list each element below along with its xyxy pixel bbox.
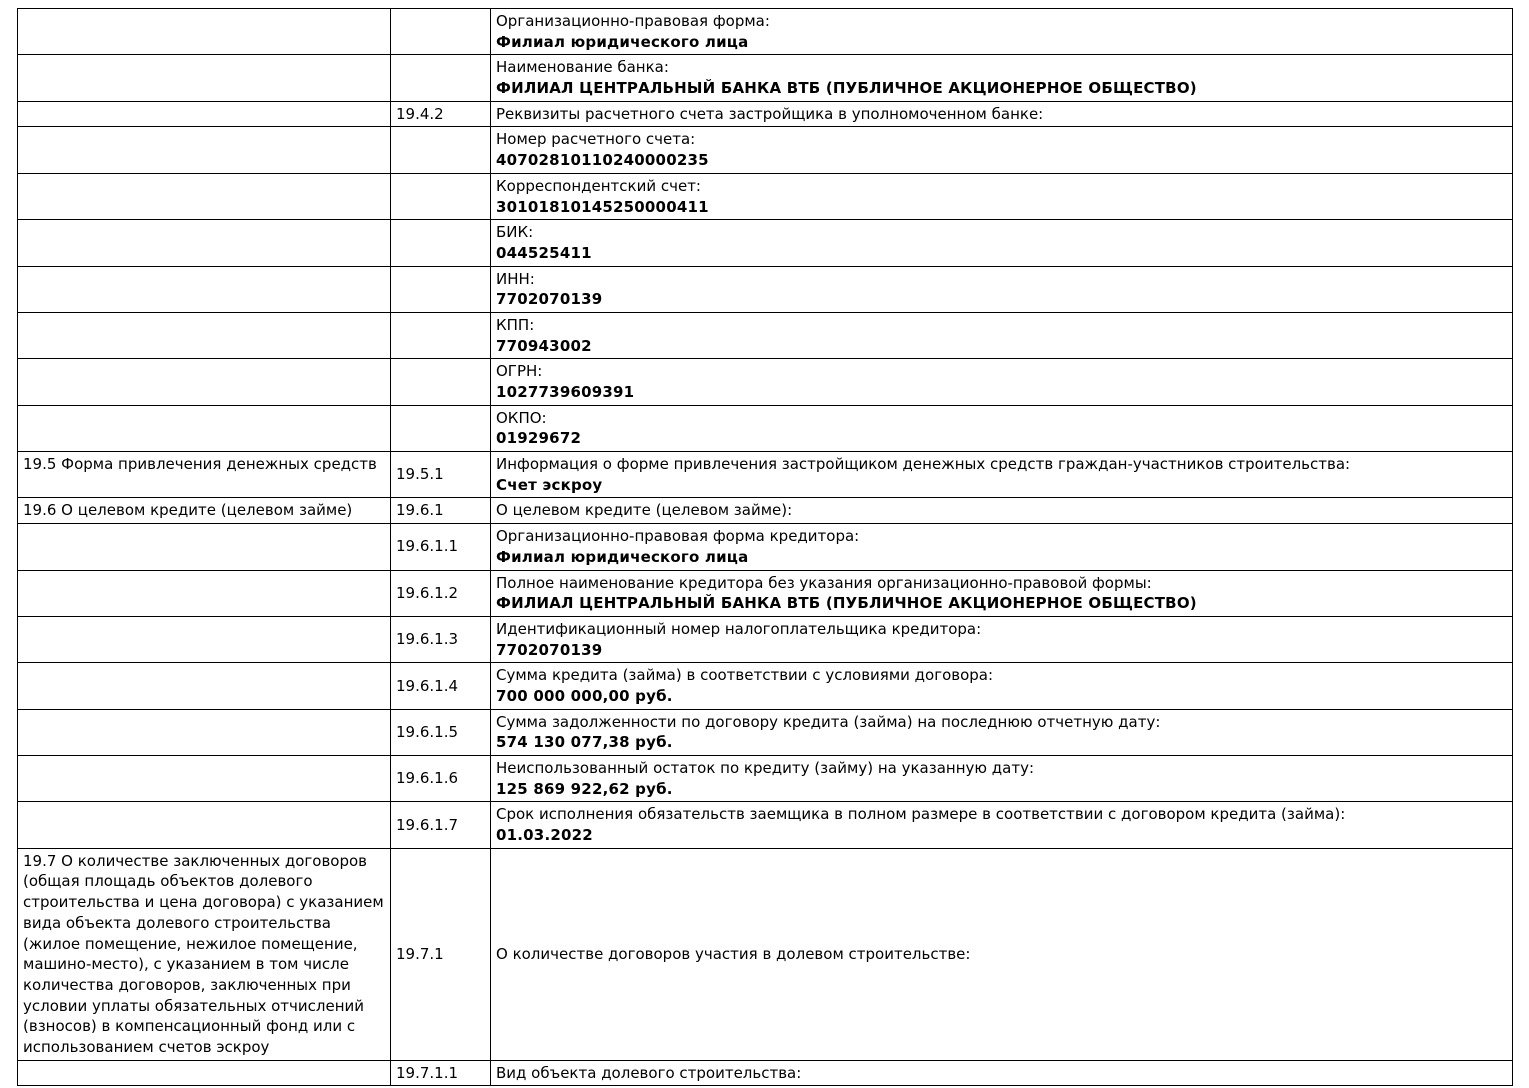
code-cell xyxy=(391,127,491,173)
field-value: 7702070139 xyxy=(496,290,603,309)
table-row xyxy=(18,312,1513,358)
field-label: ОГРН: xyxy=(496,362,543,381)
field-value: ФИЛИАЛ ЦЕНТРАЛЬНЫЙ БАНКА ВТБ (ПУБЛИЧНОЕ АКЦИОНЕРНОЕ ОБЩЕСТВО) xyxy=(496,79,1197,98)
field-label: Информация о форме привлечения застройщиком денежных средств граждан-участников строительства: xyxy=(496,455,1351,474)
code-label: 19.6.1.5 xyxy=(396,722,459,741)
field-value: 574 130 077,38 руб. xyxy=(496,733,673,752)
section-cell xyxy=(18,9,391,55)
code-cell xyxy=(391,663,491,709)
code-cell xyxy=(391,1060,491,1086)
section-cell xyxy=(18,101,391,127)
field-value: Счет эскроу xyxy=(496,475,603,494)
code-cell xyxy=(391,452,491,498)
section-cell xyxy=(18,498,391,524)
code-cell xyxy=(391,266,491,312)
field-label: Неиспользованный остаток по кредиту (займу) на указанную дату: xyxy=(496,759,1035,777)
section-cell xyxy=(18,220,391,266)
table-row xyxy=(18,55,1513,101)
code-cell xyxy=(391,55,491,101)
table-row xyxy=(18,173,1513,219)
section-cell xyxy=(18,663,391,709)
section-cell xyxy=(18,312,391,358)
section-label: 19.5 Форма привлечения денежных средств xyxy=(23,455,377,474)
content-cell xyxy=(491,756,1513,802)
content-cell xyxy=(491,663,1513,709)
field-value: 125 869 922,62 руб. xyxy=(496,779,673,798)
content-cell xyxy=(491,616,1513,662)
field-label: Сумма задолженности по договору кредита (займа) на последнюю отчетную дату: xyxy=(496,712,1161,731)
code-label: 19.6.1.1 xyxy=(396,537,459,556)
table-row xyxy=(18,802,1513,848)
section-cell xyxy=(18,756,391,802)
field-value: 7702070139 xyxy=(496,640,603,659)
code-label: 19.6.1.4 xyxy=(396,676,459,695)
field-value: 044525411 xyxy=(496,243,592,262)
section-cell xyxy=(18,848,391,1060)
table-row xyxy=(18,359,1513,405)
code-label: 19.6.1.6 xyxy=(396,769,459,788)
section-cell xyxy=(18,405,391,451)
section-cell xyxy=(18,709,391,755)
field-label: Организационно-правовая форма кредитора: xyxy=(496,527,860,546)
table-row xyxy=(18,709,1513,755)
content-cell xyxy=(491,709,1513,755)
field-label: Номер расчетного счета: xyxy=(496,130,696,149)
field-value: 01929672 xyxy=(496,429,582,448)
section-cell xyxy=(18,570,391,616)
table-row xyxy=(18,405,1513,451)
code-label: 19.7.1 xyxy=(396,944,444,963)
code-cell xyxy=(391,101,491,127)
content-cell xyxy=(491,101,1513,127)
field-label: Организационно-правовая форма: xyxy=(496,12,770,30)
code-label: 19.6.1.2 xyxy=(396,583,459,602)
field-value: Филиал юридического лица xyxy=(496,547,749,566)
field-label: О количестве договоров участия в долевом строительстве: xyxy=(496,944,971,963)
field-value: 770943002 xyxy=(496,336,592,355)
code-cell xyxy=(391,359,491,405)
table-row xyxy=(18,452,1513,498)
code-cell xyxy=(391,498,491,524)
code-label: 19.4.2 xyxy=(396,104,444,123)
content-cell xyxy=(491,570,1513,616)
content-cell xyxy=(491,1060,1513,1086)
code-cell xyxy=(391,709,491,755)
section-cell xyxy=(18,452,391,498)
table-row xyxy=(18,1060,1513,1086)
field-value: 1027739609391 xyxy=(496,383,635,401)
code-cell xyxy=(391,570,491,616)
code-cell xyxy=(391,405,491,451)
content-cell xyxy=(491,173,1513,219)
table-row xyxy=(18,101,1513,127)
field-label: Вид объекта долевого строительства: xyxy=(496,1063,802,1082)
content-cell xyxy=(491,266,1513,312)
field-label: Срок исполнения обязательств заемщика в полном размере в соответствии с договором кредита (займа): xyxy=(496,805,1346,824)
content-cell xyxy=(491,498,1513,524)
field-label: КПП: xyxy=(496,315,535,334)
table-row xyxy=(18,127,1513,173)
code-cell xyxy=(391,9,491,55)
table-row xyxy=(18,616,1513,662)
field-label: Полное наименование кредитора без указания организационно-правовой формы: xyxy=(496,573,1152,592)
project-declaration-table xyxy=(17,8,1513,1086)
section-cell xyxy=(18,616,391,662)
content-cell xyxy=(491,848,1513,1060)
table-row xyxy=(18,220,1513,266)
table-row xyxy=(18,570,1513,616)
section-cell xyxy=(18,802,391,848)
table-row xyxy=(18,9,1513,55)
section-cell xyxy=(18,1060,391,1086)
section-cell xyxy=(18,266,391,312)
table-row xyxy=(18,663,1513,709)
content-cell xyxy=(491,802,1513,848)
field-value: Филиал юридического лица xyxy=(496,32,749,51)
section-cell xyxy=(18,173,391,219)
code-cell xyxy=(391,616,491,662)
content-cell xyxy=(491,55,1513,101)
code-cell xyxy=(391,756,491,802)
content-cell xyxy=(491,9,1513,55)
field-label: ИНН: xyxy=(496,269,535,288)
code-label: 19.6.1.7 xyxy=(396,815,459,834)
section-label: 19.7 О количестве заключенных договоров (общая площадь объектов долевого строительства и цена договора) с указанием вида объекта долевого строительства (жилое помещение, нежилое помещение, машино-место), с указанием в том числе количества договоров, заключенных при условии уплаты обязательных отчислений (взносов) в компенсационный фонд или с использованием счетов эскроу xyxy=(23,851,384,1056)
code-cell xyxy=(391,173,491,219)
field-value: ФИЛИАЛ ЦЕНТРАЛЬНЫЙ БАНКА ВТБ (ПУБЛИЧНОЕ АКЦИОНЕРНОЕ ОБЩЕСТВО) xyxy=(496,594,1197,613)
content-cell xyxy=(491,220,1513,266)
field-value: 40702810110240000235 xyxy=(496,151,709,170)
code-cell xyxy=(391,524,491,570)
code-label: 19.7.1.1 xyxy=(396,1063,459,1082)
code-cell xyxy=(391,220,491,266)
field-label: Реквизиты расчетного счета застройщика в уполномоченном банке: xyxy=(496,104,1044,123)
field-label: Наименование банка: xyxy=(496,58,669,77)
content-cell xyxy=(491,127,1513,173)
declaration-table-body xyxy=(18,9,1513,1086)
section-cell xyxy=(18,127,391,173)
field-label: ОКПО: xyxy=(496,408,547,427)
field-value: 700 000 000,00 руб. xyxy=(496,686,673,705)
field-value: 01.03.2022 xyxy=(496,826,593,845)
section-label: 19.6 О целевом кредите (целевом займе) xyxy=(23,501,353,520)
content-cell xyxy=(491,524,1513,570)
table-row xyxy=(18,848,1513,1060)
content-cell xyxy=(491,359,1513,405)
table-row xyxy=(18,524,1513,570)
content-cell xyxy=(491,452,1513,498)
code-cell xyxy=(391,312,491,358)
field-label: Корреспондентский счет: xyxy=(496,176,701,195)
code-cell xyxy=(391,802,491,848)
code-cell xyxy=(391,848,491,1060)
code-label: 19.6.1 xyxy=(396,501,444,520)
section-cell xyxy=(18,359,391,405)
content-cell xyxy=(491,405,1513,451)
field-value: 30101810145250000411 xyxy=(496,197,709,216)
section-cell xyxy=(18,55,391,101)
table-row xyxy=(18,498,1513,524)
field-label: Идентификационный номер налогоплательщика кредитора: xyxy=(496,619,982,638)
field-label: Сумма кредита (займа) в соответствии с условиями договора: xyxy=(496,666,994,685)
code-label: 19.6.1.3 xyxy=(396,630,459,649)
code-label: 19.5.1 xyxy=(396,465,444,484)
section-cell xyxy=(18,524,391,570)
field-label: О целевом кредите (целевом займе): xyxy=(496,501,793,520)
table-row xyxy=(18,266,1513,312)
field-label: БИК: xyxy=(496,223,534,242)
table-row xyxy=(18,756,1513,802)
content-cell xyxy=(491,312,1513,358)
